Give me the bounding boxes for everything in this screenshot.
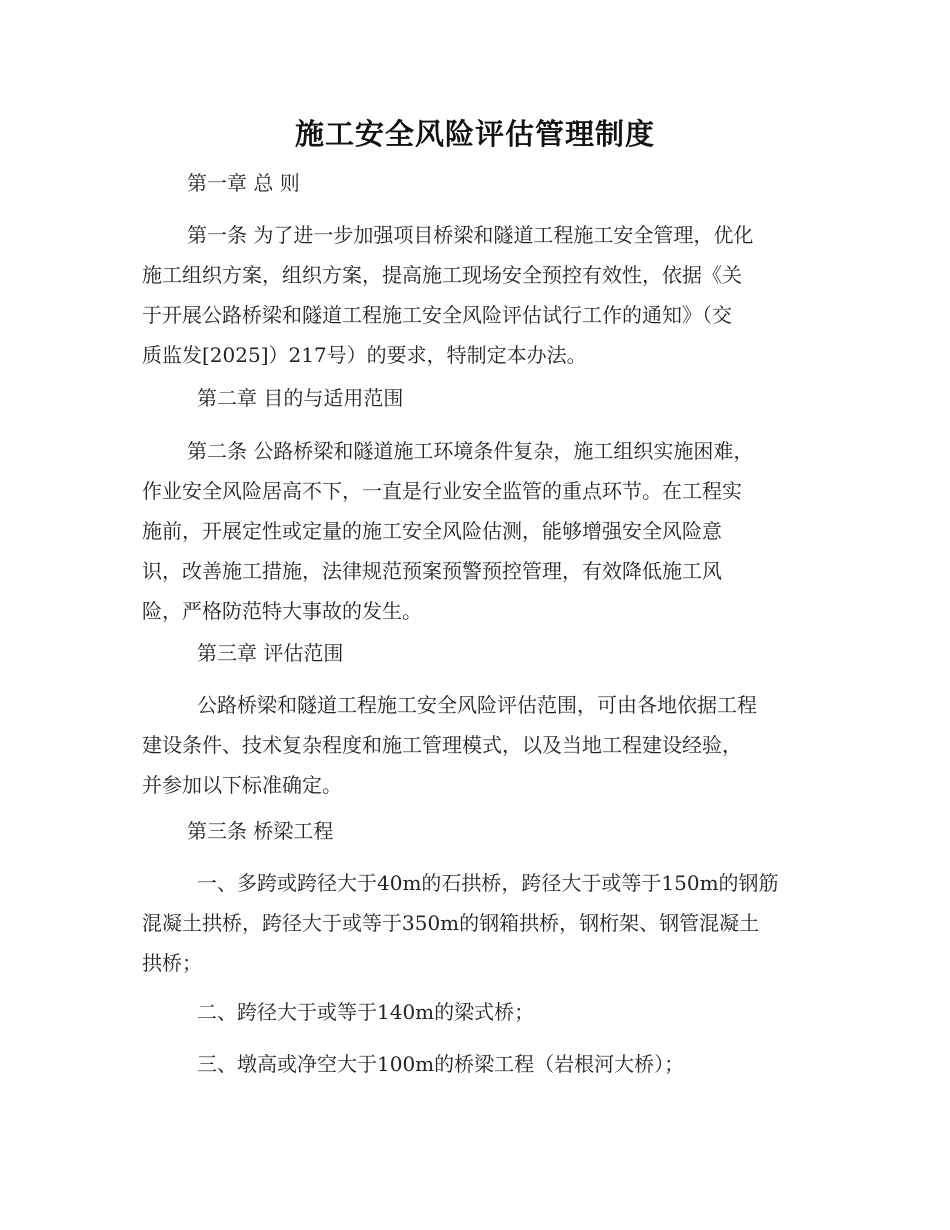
item-1-line: 一、多跨或跨径大于40m的石拱桥，跨径大于或等于150m的钢筋 bbox=[197, 871, 779, 895]
article-2-line: 第二条 公路桥梁和隧道施工环境条件复杂，施工组织实施困难， bbox=[187, 439, 754, 463]
article-3-heading: 第三条 桥梁工程 bbox=[187, 819, 334, 843]
item-1-line: 混凝土拱桥，跨径大于或等于350m的钢箱拱桥，钢桁架、钢管混凝土 bbox=[142, 911, 760, 935]
document-title: 施工安全风险评估管理制度 bbox=[294, 117, 655, 151]
scope-line: 建设条件、技术复杂程度和施工管理模式，以及当地工程建设经验， bbox=[142, 733, 742, 757]
chapter-2-heading: 第二章 目的与适用范围 bbox=[197, 386, 404, 410]
chapter-1-heading: 第一章 总 则 bbox=[187, 171, 300, 195]
item-1-paragraph bbox=[142, 863, 812, 983]
scope-line: 公路桥梁和隧道工程施工安全风险评估范围，可由各地依据工程 bbox=[197, 693, 757, 717]
article-1-line: 第一条 为了进一步加强项目桥梁和隧道工程施工安全管理，优化 bbox=[187, 223, 754, 247]
item-1-line: 拱桥； bbox=[142, 951, 202, 975]
chapter-3-heading: 第三章 评估范围 bbox=[197, 641, 344, 665]
article-2-line: 险，严格防范特大事故的发生。 bbox=[142, 599, 422, 623]
article-1-line: 于开展公路桥梁和隧道工程施工安全风险评估试行工作的通知》（交 bbox=[142, 303, 732, 327]
article-2-paragraph bbox=[142, 431, 812, 631]
article-2-line: 作业安全风险居高不下，一直是行业安全监管的重点环节。在工程实 bbox=[142, 479, 742, 503]
scope-line: 并参加以下标准确定。 bbox=[142, 773, 342, 797]
item-3-text: 三、墩高或净空大于100m的桥梁工程（岩根河大桥）； bbox=[197, 1052, 685, 1076]
article-2-line: 施前，开展定性或定量的施工安全风险估测，能够增强安全风险意 bbox=[142, 519, 722, 543]
article-2-line: 识，改善施工措施，法律规范预案预警预控管理，有效降低施工风 bbox=[142, 559, 722, 583]
scope-paragraph bbox=[142, 685, 812, 805]
item-2-text: 二、跨径大于或等于140m的梁式桥； bbox=[197, 1000, 535, 1024]
article-1-line: 施工组织方案，组织方案，提高施工现场安全预控有效性，依据《关 bbox=[142, 263, 742, 287]
article-1-paragraph bbox=[142, 215, 812, 375]
article-1-line: 质监发[2025]）217号）的要求，特制定本办法。 bbox=[142, 343, 587, 367]
